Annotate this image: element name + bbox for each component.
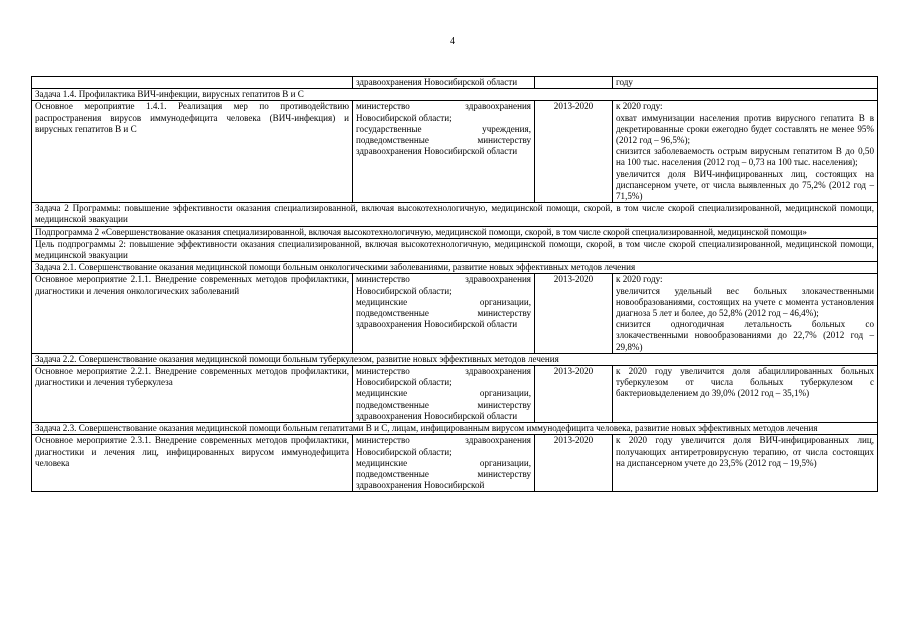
result-item: к 2020 году увеличится доля абациллированных больных туберкулезом от числа больных туберкулезом с бактериовыделением до 39,0% (2012 год – 35,1%) — [616, 366, 874, 399]
executor-item: медицинские организации, подведомственные министерству здравоохранения Новосибирской области — [356, 388, 531, 421]
table-row — [32, 101, 878, 203]
results-cell — [613, 77, 878, 89]
executor-item: министерство здравоохранения Новосибирской области; — [356, 366, 531, 388]
period-cell — [535, 77, 613, 89]
executors-cell — [353, 77, 535, 89]
period-cell: 2013-2020 — [535, 101, 613, 203]
table-body — [32, 77, 878, 492]
section-heading-row — [32, 423, 878, 435]
result-item: снизится одногодичная летальность больных со злокачественными новообразованиями до 22,7% (2012 год – 29,8%) — [616, 319, 874, 352]
section-heading: Цель подпрограммы 2: повышение эффективности оказания специализированной, включая высокотехнологичную, медицинской помощи, скорой, в том числе скорой специализированной, медицинской помощи, медицинской эвакуации — [32, 238, 878, 261]
measure-cell: Основное мероприятие 2.3.1. Внедрение современных методов профилактики, диагностики и лечения лиц, инфицированных вирусом иммунодефицита человека — [32, 435, 353, 492]
period-cell: 2013-2020 — [535, 274, 613, 353]
results-cell — [613, 435, 878, 492]
section-heading: Задача 2 Программы: повышение эффективности оказания специализированной, включая высокотехнологичную, медицинской помощи, скорой, в том числе скорой специализированной, медицинской помощи, медицинской эвакуации — [32, 203, 878, 226]
result-item: увеличится удельный вес больных злокачественными новообразованиями, состоящих на учете с момента установления диагноза 5 лет и более, до 52,8% (2012 год – 46,4%); — [616, 285, 874, 319]
result-item: охват иммунизации населения против вирусного гепатита В в декретированные сроки ежегодно будет составлять не менее 95% (2012 год – 96,5%); — [616, 112, 874, 146]
section-heading-row — [32, 203, 878, 226]
section-heading-row — [32, 238, 878, 261]
result-item: к 2020 году: — [616, 274, 663, 285]
period-cell: 2013-2020 — [535, 366, 613, 423]
page-number: 4 — [450, 36, 455, 47]
section-heading-row — [32, 89, 878, 101]
table-row — [32, 77, 878, 89]
section-heading: Задача 1.4. Профилактика ВИЧ-инфекции, вирусных гепатитов В и С — [32, 89, 878, 101]
result-item: году — [616, 77, 633, 87]
executor-item: государственные учреждения, подведомственные министерству здравоохранения Новосибирской области — [356, 123, 531, 157]
result-item: снизится заболеваемость острым вирусным гепатитом В до 0,50 на 100 тыс. населения (2012 год – 0,73 на 100 тыс. населения); — [616, 146, 874, 168]
section-heading: Подпрограмма 2 «Совершенствование оказания специализированной, включая высокотехнологичную, медицинской помощи, скорой, в том числе скорой специализированной, медицинской помощи» — [32, 226, 878, 238]
section-heading: Задача 2.1. Совершенствование оказания медицинской помощи больным онкологическими заболеваниями, развитие новых эффективных методов лечения — [32, 262, 878, 274]
executor-item: медицинские организации, подведомственные министерству здравоохранения Новосибирской области — [356, 296, 531, 330]
measure-cell: Основное мероприятие 1.4.1. Реализация мер по противодействию распространения вирусов иммунодефицита человека (ВИЧ-инфекция) и вирусных гепатитов В и С — [32, 101, 353, 203]
measure-cell: Основное мероприятие 2.2.1. Внедрение современных методов профилактики, диагностики и лечения туберкулеза — [32, 366, 353, 423]
executors-cell — [353, 274, 535, 353]
section-heading: Задача 2.2. Совершенствование оказания медицинской помощи больным туберкулезом, развитие новых эффективных методов лечения — [32, 353, 878, 365]
executor-item: здравоохранения Новосибирской области — [356, 77, 518, 87]
executors-cell — [353, 435, 535, 492]
period-cell: 2013-2020 — [535, 435, 613, 492]
results-cell — [613, 366, 878, 423]
executor-item: министерство здравоохранения Новосибирской области; — [356, 274, 531, 296]
results-cell — [613, 101, 878, 203]
executor-item: министерство здравоохранения Новосибирской области; — [356, 101, 531, 123]
table-row — [32, 435, 878, 492]
executor-item: медицинские организации, подведомственные министерству здравоохранения Новосибирской — [356, 457, 531, 491]
result-item: увеличится доля ВИЧ-инфицированных лиц, состоящих на диспансерном учете, от числа выявленных до 75,2% (2012 год – 71,5%) — [616, 168, 874, 202]
section-heading-row — [32, 226, 878, 238]
program-measures-table — [31, 76, 878, 492]
measure-cell: Основное мероприятие 2.1.1. Внедрение современных методов профилактики, диагностики и лечения онкологических заболеваний — [32, 274, 353, 353]
result-item: к 2020 году увеличится доля ВИЧ-инфицированных лиц, получающих антиретровирусную терапию, от числа состоящих на диспансерном учете до 23,5% (2012 год – 19,5%) — [616, 435, 874, 468]
table-row — [32, 274, 878, 353]
executors-cell — [353, 101, 535, 203]
results-cell — [613, 274, 878, 353]
section-heading: Задача 2.3. Совершенствование оказания медицинской помощи больным гепатитами В и С, лицам, инфицированным вирусом иммунодефицита человека, развитие новых эффективных методов лечения — [32, 423, 878, 435]
measure-cell — [32, 77, 353, 89]
executor-item: министерство здравоохранения Новосибирской области; — [356, 435, 531, 457]
executors-cell — [353, 366, 535, 423]
table-row — [32, 366, 878, 423]
result-item: к 2020 году: — [616, 101, 663, 112]
section-heading-row — [32, 262, 878, 274]
section-heading-row — [32, 353, 878, 365]
